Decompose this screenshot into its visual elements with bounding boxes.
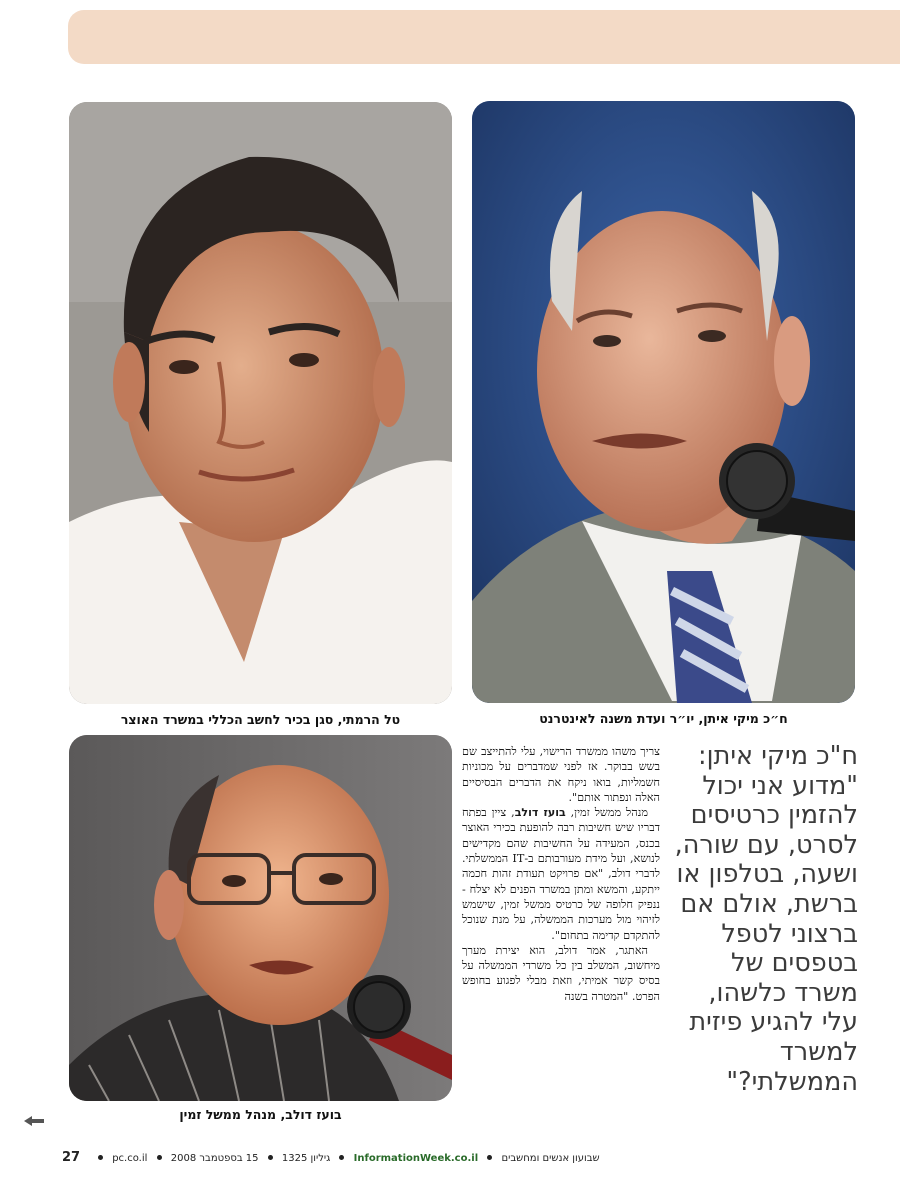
pull-quote-line: ושעה, בטלפון או	[676, 859, 858, 890]
pull-quote	[676, 742, 858, 1097]
bullet-icon	[487, 1155, 492, 1160]
bullet-icon	[157, 1155, 162, 1160]
footer-issue: גיליון 1325	[281, 1153, 331, 1164]
bullet-icon	[98, 1155, 103, 1160]
pull-quote-line: ברשת, אולם אם	[680, 888, 858, 919]
pull-quote-line: למשרד	[779, 1036, 858, 1067]
footer-line	[92, 1153, 600, 1164]
article-text: מנהל ממשל זמין,	[565, 806, 648, 820]
pull-quote-line: עלי להגיע פיזית	[689, 1007, 858, 1038]
article-paragraph: צריך משהו ממשרד הרישוי, עלי להתייצב שם בשש בבוקר. אז לפני שמדברים על מכוניות חשמליות, בואו ניקח את הדברים הבסיסיים האלה ונפתור אותם".	[462, 745, 660, 804]
footer-site: pc.co.il	[112, 1153, 148, 1164]
caption-boaz-dolev: בועז דולב, מנהל ממשל זמין	[179, 1107, 342, 1122]
header-band	[68, 10, 900, 64]
person-name: בועז דולב	[514, 806, 566, 820]
caption-miki-eitan: ח״כ מיקי איתן, יו״ר ועדת משנה לאינטרנט	[539, 711, 788, 726]
footer-publication: שבועון אנשים ומחשבים	[501, 1153, 600, 1164]
pull-quote-line: להזמין כרטיסים	[690, 800, 858, 831]
article-paragraph: האתגר, אמר דולב, הוא יצירת מערך מיחשוב, המשלב בין כל משרדי הממשלה על בסיס קשר אמיתי, וזאת מבלי לפגוע בחופש הפרט. "המטרה בשנה	[462, 943, 660, 1003]
pull-quote-line: משרד כלשהו,	[708, 977, 858, 1008]
footer-date: 15 בספטמבר 2008	[170, 1153, 259, 1164]
pull-quote-line: הממשלתי?"	[726, 1066, 858, 1097]
footer-informationweek: InformationWeek.co.il	[353, 1153, 479, 1164]
pull-quote-line: ח"כ מיקי איתן:	[698, 741, 858, 771]
pull-quote-line: "מדוע אני יכול	[702, 770, 858, 801]
pull-quote-line: ברצוני לטפל	[721, 918, 858, 949]
page-footer	[62, 1152, 862, 1170]
photo-boaz-dolev	[69, 735, 452, 1101]
photo-tal-ramati	[69, 102, 452, 704]
bullet-icon	[268, 1155, 273, 1160]
continue-arrow-icon	[22, 1115, 46, 1127]
pull-quote-line: בטפסים של	[730, 948, 858, 979]
caption-tal-ramati: טל הרמתי, סגן בכיר לחשב הכללי במשרד האוצר	[120, 712, 401, 727]
page-number: 27	[62, 1150, 81, 1165]
pull-quote-line: לסרט, עם שורה,	[674, 829, 858, 860]
article-body-column	[462, 744, 660, 1004]
article-text: , ציין בפתח דבריו שיש חשיבות רבה להופעת בכירי האוצר בכנס, המעידה על החשיבות שהם מקדישים לנושא, ועל מידת מעורבותם ב-IT הממשלתי. לדברי דולב, "אם פרויקט תעודת זהות חכמה ייתקע, והמשא ומתן במשרד הפנים לא יצלח - ננפיק חלופה של כרטיס ממשל זמין, שישמש לזיהוי מול מערכות הממשלה, על מנת שנוכל להתקדם קדימה בתחום".	[462, 806, 660, 942]
article-paragraph	[462, 805, 660, 943]
photo-miki-eitan	[472, 101, 855, 703]
bullet-icon	[339, 1155, 344, 1160]
